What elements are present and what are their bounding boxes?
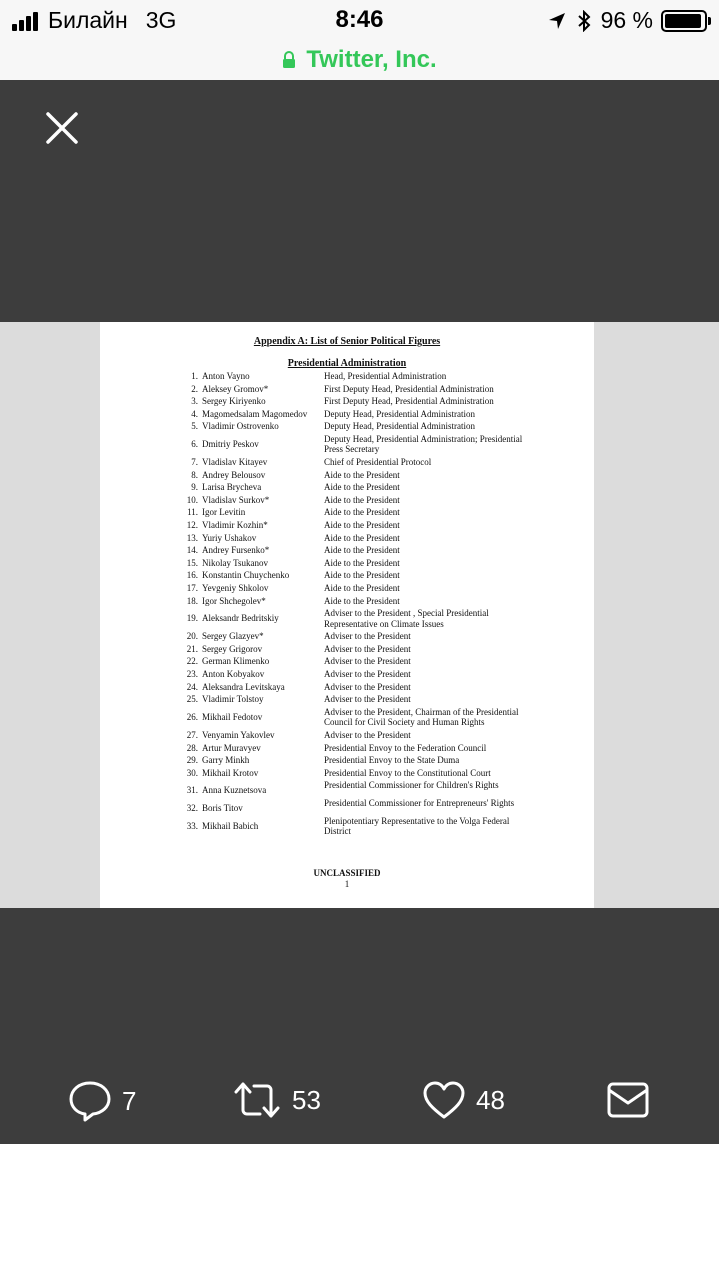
entry-name: Igor Levitin bbox=[202, 507, 246, 518]
document-entry bbox=[100, 396, 594, 407]
entry-role: Adviser to the President bbox=[324, 631, 411, 642]
entry-role: Aide to the President bbox=[324, 583, 400, 593]
entry-name: Konstantin Chuychenko bbox=[202, 570, 290, 581]
document-image[interactable] bbox=[0, 322, 719, 908]
document-page bbox=[100, 322, 594, 908]
entry-name-cell bbox=[100, 371, 324, 382]
document-entry bbox=[100, 743, 594, 754]
document-entry bbox=[100, 798, 594, 814]
document-entry bbox=[100, 457, 594, 468]
entry-role: Aide to the President bbox=[324, 570, 400, 581]
entry-role: Presidential Envoy to the Constitutional Court bbox=[324, 767, 491, 778]
entry-name: Magomedsalam Magomedov bbox=[202, 408, 308, 419]
close-icon[interactable] bbox=[40, 106, 84, 150]
document-entry bbox=[100, 384, 594, 395]
entry-name: Yevgeniy Shkolov bbox=[202, 583, 269, 593]
entry-name-cell bbox=[100, 768, 324, 779]
entry-name: Aleksey Gromov* bbox=[202, 383, 269, 394]
entry-name: Artur Muravyev bbox=[202, 742, 261, 753]
battery-icon bbox=[661, 10, 707, 32]
entry-number: 16. bbox=[186, 570, 198, 581]
like-count: 48 bbox=[476, 1084, 505, 1115]
entry-name: Nikolay Tsukanov bbox=[202, 557, 268, 568]
entry-name-cell bbox=[100, 533, 324, 544]
entry-role: Adviser to the President bbox=[324, 694, 411, 705]
entry-role: Adviser to the President bbox=[324, 643, 411, 654]
status-left bbox=[12, 7, 176, 34]
network-type: 3G bbox=[145, 7, 177, 33]
entry-role: Aide to the President bbox=[324, 520, 400, 531]
entry-number: 23. bbox=[186, 669, 198, 680]
entry-name: Andrey Fursenko* bbox=[202, 545, 270, 556]
lock-icon bbox=[282, 51, 296, 69]
entry-role: Adviser to the President bbox=[324, 729, 411, 740]
entry-name: Yuriy Ushakov bbox=[202, 532, 257, 543]
document-entry bbox=[100, 545, 594, 556]
entry-role: Deputy Head, Presidential Administration bbox=[324, 421, 475, 432]
document-entry bbox=[100, 608, 594, 629]
entry-number: 22. bbox=[186, 656, 198, 667]
document-entry bbox=[100, 507, 594, 518]
entry-name-cell bbox=[100, 608, 324, 629]
entry-number: 31. bbox=[186, 785, 198, 796]
entry-number: 6. bbox=[191, 438, 198, 449]
entry-name: German Klimenko bbox=[202, 656, 270, 667]
classification-label: UNCLASSIFIED bbox=[313, 868, 381, 878]
document-entry bbox=[100, 707, 594, 728]
document-entry bbox=[100, 631, 594, 642]
retweet-count: 53 bbox=[292, 1084, 321, 1115]
entry-number: 10. bbox=[186, 494, 198, 505]
direct-message-button[interactable] bbox=[606, 1080, 650, 1120]
entry-name: Sergey Glazyev* bbox=[202, 631, 264, 642]
entry-role: Presidential Envoy to the Federation Council bbox=[324, 742, 487, 753]
entry-number: 18. bbox=[186, 595, 198, 606]
entry-role: Presidential Commissioner for Entrepreneurs' Rights bbox=[324, 797, 515, 808]
entry-number: 3. bbox=[191, 396, 198, 407]
entry-role: Adviser to the President bbox=[324, 681, 411, 692]
entry-role: Aide to the President bbox=[324, 482, 400, 493]
entry-number: 17. bbox=[186, 583, 198, 593]
entry-name: Garry Minkh bbox=[202, 755, 250, 766]
entry-number: 19. bbox=[186, 613, 198, 624]
entry-name-cell bbox=[100, 743, 324, 754]
entry-name: Andrey Belousov bbox=[202, 469, 266, 480]
entry-number: 30. bbox=[186, 767, 198, 778]
entry-name-cell bbox=[100, 707, 324, 728]
entry-role: Presidential Envoy to the State Duma bbox=[324, 755, 460, 766]
document-section-heading: Presidential Administration bbox=[287, 358, 407, 369]
document-entry bbox=[100, 495, 594, 506]
entry-role: Aide to the President bbox=[324, 595, 400, 606]
entry-role: Adviser to the President , Special Presidential Representative on Climate Issues bbox=[324, 608, 489, 629]
entry-role: Aide to the President bbox=[324, 557, 400, 568]
entry-number: 1. bbox=[191, 371, 198, 381]
document-entry bbox=[100, 421, 594, 432]
retweet-button[interactable] bbox=[232, 1080, 321, 1120]
entry-name: Larisa Brycheva bbox=[202, 482, 262, 493]
document-entry bbox=[100, 730, 594, 741]
entry-number: 15. bbox=[186, 557, 198, 568]
entry-role: Adviser to the President bbox=[324, 669, 411, 680]
document-entry bbox=[100, 780, 594, 796]
entry-name: Aleksandr Bedritskiy bbox=[202, 613, 279, 624]
entry-name-cell bbox=[100, 558, 324, 569]
entry-role: First Deputy Head, Presidential Administration bbox=[324, 383, 494, 394]
document-entry bbox=[100, 434, 594, 455]
entry-name-cell bbox=[100, 583, 324, 594]
entry-name-cell bbox=[100, 780, 324, 796]
entry-role: Adviser to the President bbox=[324, 656, 411, 667]
entry-name-cell bbox=[100, 545, 324, 556]
entry-number: 29. bbox=[186, 755, 198, 766]
entry-name: Anton Kobyakov bbox=[202, 669, 265, 680]
reply-icon bbox=[68, 1080, 112, 1122]
entry-number: 24. bbox=[186, 681, 198, 692]
document-entry bbox=[100, 682, 594, 693]
signal-strength-icon bbox=[12, 11, 40, 31]
entry-name-cell bbox=[100, 656, 324, 667]
battery-percent: 96 % bbox=[600, 7, 653, 33]
entry-name-cell bbox=[100, 507, 324, 518]
entry-name: Vladimir Tolstoy bbox=[202, 694, 264, 705]
entry-role: First Deputy Head, Presidential Administration bbox=[324, 396, 494, 407]
entry-name: Vladimir Ostrovenko bbox=[202, 421, 279, 432]
document-entry bbox=[100, 409, 594, 420]
entry-role: Deputy Head, Presidential Administration bbox=[324, 408, 475, 419]
entry-name: Sergey Grigorov bbox=[202, 643, 263, 654]
entry-role: Presidential Commissioner for Children's Rights bbox=[324, 780, 499, 791]
entry-role: Deputy Head, Presidential Administration; Presidential Press Secretary bbox=[324, 433, 523, 455]
entry-name: Dmitriy Peskov bbox=[202, 438, 259, 449]
site-name: Twitter, Inc. bbox=[306, 46, 437, 73]
entry-role: Aide to the President bbox=[324, 469, 400, 480]
entry-role: Aide to the President bbox=[324, 507, 400, 518]
entry-number: 13. bbox=[186, 532, 198, 543]
status-time: 8:46 bbox=[335, 6, 384, 33]
entry-name: Venyamin Yakovlev bbox=[202, 729, 275, 740]
entry-number: 20. bbox=[186, 631, 198, 642]
entry-number: 21. bbox=[186, 643, 198, 654]
reply-count: 7 bbox=[122, 1085, 137, 1116]
entry-name: Boris Titov bbox=[202, 802, 243, 813]
entry-role: Plenipotentiary Representative to the Volga Federal District bbox=[324, 815, 510, 836]
heart-icon bbox=[422, 1080, 466, 1120]
url-bar[interactable] bbox=[0, 40, 719, 80]
entry-number: 5. bbox=[191, 421, 198, 432]
entry-name: Mikhail Krotov bbox=[202, 767, 259, 778]
entry-number: 9. bbox=[191, 482, 198, 493]
entry-name: Mikhail Babich bbox=[202, 820, 259, 831]
document-entry bbox=[100, 583, 594, 594]
entry-role: Head, Presidential Administration bbox=[324, 371, 447, 381]
entry-name-cell bbox=[100, 457, 324, 468]
entry-name: Anna Kuznetsova bbox=[202, 785, 267, 796]
entry-number: 2. bbox=[191, 383, 198, 394]
document-entry bbox=[100, 520, 594, 531]
entry-name: Igor Shchegolev* bbox=[202, 595, 266, 606]
entry-name: Mikhail Fedotov bbox=[202, 711, 263, 722]
document-entry bbox=[100, 533, 594, 544]
entry-name-cell bbox=[100, 434, 324, 455]
entry-name-cell bbox=[100, 396, 324, 407]
status-right bbox=[547, 7, 707, 34]
entry-role: Chief of Presidential Protocol bbox=[324, 457, 432, 468]
document-entry bbox=[100, 482, 594, 493]
entry-number: 14. bbox=[186, 545, 198, 556]
document-entry bbox=[100, 656, 594, 667]
entry-name-cell bbox=[100, 384, 324, 395]
entry-role: Aide to the President bbox=[324, 494, 400, 505]
entry-number: 28. bbox=[186, 742, 198, 753]
entry-role: Adviser to the President, Chairman of the Presidential Council for Civil Society and Human Rights bbox=[324, 706, 519, 728]
document-entry bbox=[100, 644, 594, 655]
entry-name: Vladimir Kozhin* bbox=[202, 520, 268, 531]
entry-number: 27. bbox=[186, 729, 198, 740]
status-bar bbox=[0, 0, 719, 40]
document-entry bbox=[100, 570, 594, 581]
document-entry bbox=[100, 470, 594, 481]
document-entry bbox=[100, 669, 594, 680]
document-entry bbox=[100, 694, 594, 705]
like-button[interactable] bbox=[422, 1080, 505, 1120]
entry-number: 7. bbox=[191, 457, 198, 468]
entry-name-cell bbox=[100, 644, 324, 655]
entry-role: Aide to the President bbox=[324, 532, 400, 543]
entry-name-cell bbox=[100, 596, 324, 607]
entry-name: Sergey Kiriyenko bbox=[202, 396, 266, 407]
entry-number: 11. bbox=[187, 507, 198, 518]
entry-number: 8. bbox=[191, 469, 198, 480]
entry-name-cell bbox=[100, 682, 324, 693]
entry-name-cell bbox=[100, 755, 324, 766]
document-entry bbox=[100, 816, 594, 837]
entry-name-cell bbox=[100, 816, 324, 837]
entry-name-cell bbox=[100, 421, 324, 432]
entry-name-cell bbox=[100, 631, 324, 642]
entry-number: 12. bbox=[186, 520, 198, 531]
bluetooth-icon bbox=[577, 10, 591, 32]
entry-name: Aleksandra Levitskaya bbox=[202, 681, 285, 692]
mail-icon bbox=[606, 1080, 650, 1120]
entry-role: Aide to the President bbox=[324, 545, 400, 556]
image-viewer bbox=[0, 80, 719, 1144]
entry-name-cell bbox=[100, 730, 324, 741]
reply-button[interactable] bbox=[68, 1080, 136, 1122]
entry-name-cell bbox=[100, 798, 324, 814]
entry-number: 33. bbox=[186, 820, 198, 831]
retweet-icon bbox=[232, 1080, 282, 1120]
entry-name-cell bbox=[100, 409, 324, 420]
entry-name-cell bbox=[100, 520, 324, 531]
carrier-name: Билайн bbox=[48, 7, 128, 33]
entry-number: 4. bbox=[191, 408, 198, 419]
entry-name-cell bbox=[100, 570, 324, 581]
entry-name-cell bbox=[100, 495, 324, 506]
entry-name-cell bbox=[100, 669, 324, 680]
entry-name-cell bbox=[100, 470, 324, 481]
document-entry bbox=[100, 768, 594, 779]
entry-number: 26. bbox=[186, 711, 198, 722]
entry-name-cell bbox=[100, 482, 324, 493]
location-arrow-icon bbox=[547, 11, 567, 31]
document-entry bbox=[100, 558, 594, 569]
document-title: Appendix A: List of Senior Political Figures bbox=[253, 336, 441, 347]
entry-name: Anton Vayno bbox=[202, 371, 250, 381]
entry-number: 32. bbox=[186, 802, 198, 813]
entry-name: Vladislav Surkov* bbox=[202, 494, 270, 505]
entry-name-cell bbox=[100, 694, 324, 705]
page-number: 1 bbox=[344, 879, 350, 889]
document-entry bbox=[100, 755, 594, 766]
entry-name: Vladislav Kitayev bbox=[202, 457, 268, 468]
entries-list bbox=[100, 371, 594, 839]
entry-number: 25. bbox=[186, 694, 198, 705]
document-entry bbox=[100, 596, 594, 607]
document-entry bbox=[100, 371, 594, 382]
